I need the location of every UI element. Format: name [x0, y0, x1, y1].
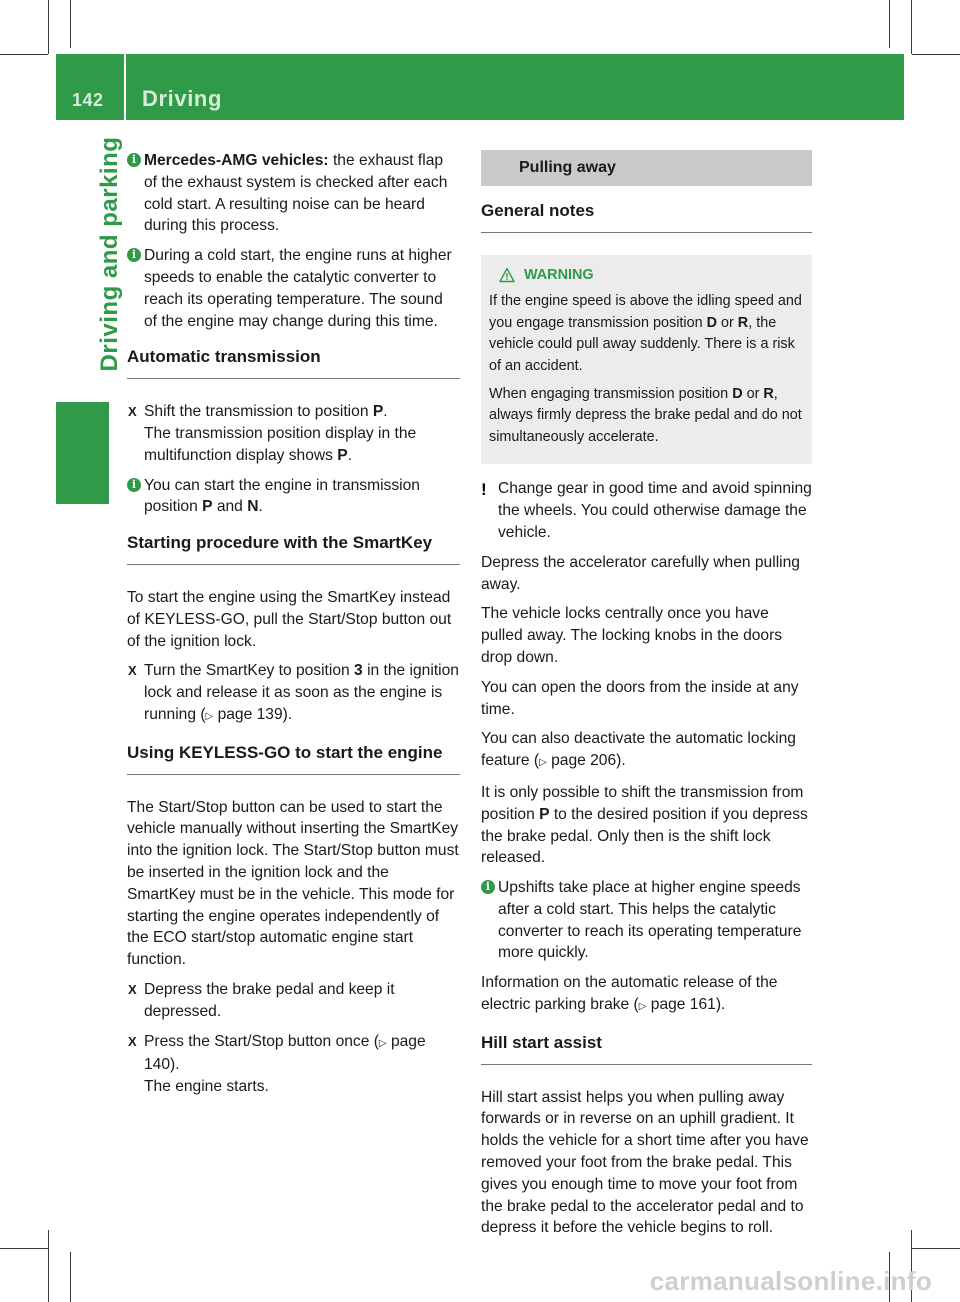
exclamation-icon: !	[481, 480, 487, 500]
warning-header	[489, 265, 804, 287]
info-icon: i	[481, 880, 495, 894]
info-icon: i	[127, 478, 141, 492]
chapter-tab-marker	[56, 402, 109, 504]
caution-text: Change gear in good time and avoid spinning the wheels. You could otherwise damage the vehicle.	[498, 480, 812, 541]
step-bold: P	[337, 446, 348, 464]
instruction-step	[127, 660, 460, 727]
info-icon: i	[127, 248, 141, 262]
paragraph-text: You can also deactivate the automatic locking feature (	[481, 730, 796, 770]
info-icon: i	[127, 153, 141, 167]
paragraph: To start the engine using the SmartKey instead of KEYLESS-GO, pull the Start/Stop button out of the ignition lock.	[127, 588, 452, 650]
instruction-step	[127, 1031, 460, 1098]
step-result: The transmission position display in the multifunction display shows	[144, 424, 417, 464]
paragraph: The vehicle locks centrally once you have pulled away. The locking knobs in the doors drop down.	[481, 605, 783, 666]
note-text: .	[258, 498, 263, 516]
step-text: Shift the transmission to position	[144, 403, 373, 421]
warning-triangle-icon	[499, 267, 515, 283]
crop-mark	[48, 1230, 49, 1302]
warning-label: WARNING	[524, 266, 594, 283]
paragraph: Hill start assist helps you when pulling away forwards or in reverse on an uphill gradient. It holds the vehicle for a short time after you have removed your foot from the brake pedal. This gives you enough time to move your foot from the brake pedal to the accelerator pedal and to depress it before the vehicle begins to roll.	[481, 1088, 809, 1237]
info-note	[127, 245, 460, 332]
instruction-step	[127, 979, 460, 1023]
crop-mark	[0, 54, 48, 55]
warning-text-part: or	[717, 314, 738, 331]
heading-automatic-transmission: Automatic transmission	[127, 346, 460, 379]
crop-mark	[911, 0, 912, 54]
note-bold: P	[202, 498, 213, 516]
page-reference-icon: ▷	[378, 1037, 387, 1049]
info-note	[127, 475, 460, 519]
warning-text-part: When engaging transmission position	[489, 385, 733, 402]
paragraph-text: to the desired position if you depress the brake pedal. Only then is the shift lock released.	[481, 805, 808, 867]
header-divider	[124, 54, 126, 120]
instruction-arrow-icon: X	[128, 1033, 137, 1049]
warning-text-part: , always firmly depress the brake pedal and do not simultaneously accelerate.	[489, 385, 802, 445]
crop-mark	[912, 1248, 960, 1249]
note-bold: Mercedes-AMG vehicles:	[144, 152, 329, 169]
paragraph-text: Information on the automatic release of the electric parking brake (	[481, 974, 778, 1014]
note-text: the exhaust flap of the exhaust system is checked after each cold start. A resulting noise can be heard during this process.	[144, 152, 448, 235]
note-bold: N	[247, 498, 259, 516]
note-text: and	[212, 498, 248, 516]
step-text: in the ignition lock and release it as soon as the engine is running (	[144, 662, 459, 723]
step-text: .	[383, 403, 388, 421]
step-text: Depress the brake pedal and keep it depressed.	[144, 980, 395, 1020]
heading-smartkey: Starting procedure with the SmartKey	[127, 532, 460, 565]
step-bold: P	[372, 403, 384, 421]
warning-bold: R	[763, 385, 774, 402]
instruction-step	[127, 401, 460, 466]
section-title: Driving	[142, 86, 222, 111]
warning-text-part: , the vehicle could pull away suddenly. There is a risk of an accident.	[489, 314, 795, 374]
heading-keyless-go: Using KEYLESS-GO to start the engine	[127, 742, 460, 775]
crop-mark	[70, 0, 71, 48]
note-text: During a cold start, the engine runs at higher speeds to enable the catalytic converter to reach its operating temperature. The sound of the engine may change during this time.	[144, 247, 452, 330]
instruction-arrow-icon: X	[128, 404, 137, 420]
page-reference[interactable]: page 161).	[646, 996, 726, 1014]
heading-hill-start-assist: Hill start assist	[481, 1032, 812, 1065]
page-reference-icon: ▷	[539, 757, 547, 769]
crop-mark	[0, 1248, 48, 1249]
warning-text-part: or	[742, 385, 764, 402]
warning-text-part: If the engine speed is above the idling speed and you engage transmission position	[489, 293, 802, 331]
page-reference-icon: ▷	[638, 1001, 647, 1013]
page-reference[interactable]: page 140).	[144, 1032, 426, 1074]
crop-mark	[912, 54, 960, 55]
caution-note	[481, 478, 812, 543]
crop-mark	[889, 0, 890, 48]
warning-text	[489, 384, 804, 449]
step-text: Press the Start/Stop button once (	[144, 1032, 379, 1050]
instruction-arrow-icon: X	[128, 981, 137, 997]
info-note	[127, 150, 460, 237]
note-text: You can start the engine in transmission position	[144, 476, 420, 516]
warning-box	[481, 255, 812, 465]
paragraph: Depress the accelerator carefully when pulling away.	[481, 553, 800, 593]
left-column	[127, 150, 460, 1106]
paragraph: The Start/Stop button can be used to start the vehicle manually without inserting the SmartKey into the ignition lock. The Start/Stop button must be inserted in the ignition lock and the SmartKey must be in the vehicle. This mode for starting the engine operates independently of the ECO start/stop automatic engine start function.	[127, 798, 459, 969]
heading-general-notes: General notes	[481, 200, 812, 233]
step-text: Turn the SmartKey to position	[144, 662, 355, 680]
warning-text	[489, 291, 804, 377]
warning-bold: D	[706, 314, 717, 331]
crop-mark	[48, 0, 49, 54]
info-note	[481, 877, 812, 964]
step-text: .	[347, 446, 353, 464]
warning-bold: D	[732, 385, 743, 402]
step-bold: 3	[354, 662, 363, 680]
step-result: The engine starts.	[144, 1078, 269, 1096]
watermark: carmanualsonline.info	[649, 1266, 932, 1296]
paragraph	[481, 782, 812, 869]
paragraph	[481, 972, 812, 1018]
topic-title: Pulling away	[481, 150, 812, 186]
paragraph	[481, 728, 812, 774]
page-reference-icon: ▷	[205, 710, 214, 722]
paragraph-bold: P	[539, 805, 550, 823]
note-text: Upshifts take place at higher engine speeds after a cold start. This helps the catalytic converter to reach its operating temperature more quickly.	[498, 879, 802, 962]
page-number: 142	[72, 90, 104, 110]
instruction-arrow-icon: X	[128, 663, 137, 679]
right-column	[481, 150, 812, 1247]
paragraph: You can open the doors from the inside at any time.	[481, 678, 799, 718]
crop-mark	[70, 1252, 71, 1302]
warning-bold: R	[737, 314, 749, 331]
page-reference[interactable]: page 206).	[546, 752, 626, 770]
page-reference[interactable]: page 139).	[213, 705, 293, 723]
paragraph-text: It is only possible to shift the transmission from position	[481, 783, 804, 823]
chapter-tab-label: Driving and parking	[96, 136, 123, 372]
